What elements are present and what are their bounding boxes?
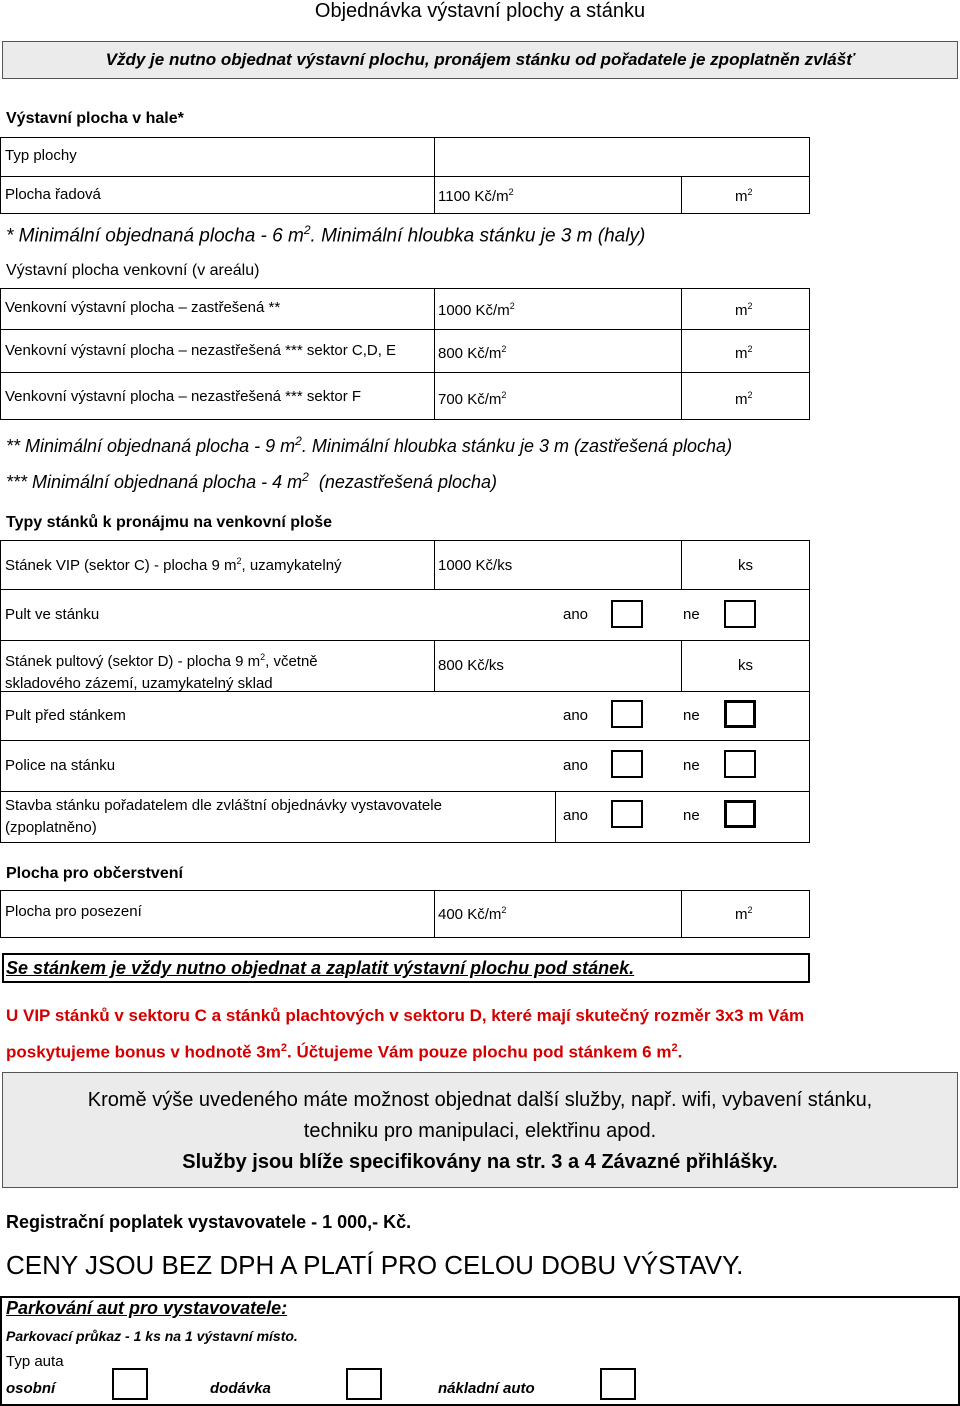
outdoor-row-label-2: Venkovní výstavní plocha – nezastřešená *** sektor C,D, E xyxy=(5,342,397,359)
vip-stand-unit: ks xyxy=(738,557,753,574)
additional-services-box xyxy=(2,1072,958,1188)
car-truck-checkbox[interactable] xyxy=(600,1368,636,1400)
page-title: Objednávka výstavní plochy a stánku xyxy=(314,0,646,22)
stands-heading: Typy stánků k pronájmu na venkovní ploše xyxy=(6,514,333,531)
hall-unit: m xyxy=(735,188,748,205)
car-option-personal: osobní xyxy=(6,1380,56,1397)
stavba-no-checkbox[interactable] xyxy=(724,800,756,828)
stavba-yes-checkbox[interactable] xyxy=(611,800,643,828)
pult-pred-yes-checkbox[interactable] xyxy=(611,700,643,728)
hall-type-input[interactable] xyxy=(434,137,810,177)
info-line-3: Služby jsou blíže specifikovány na str. 3 a 4 Závazné přihlášky. xyxy=(182,1151,778,1173)
outdoor-row-label-1: Venkovní výstavní plocha – zastřešená ** xyxy=(5,299,281,316)
parking-pass: Parkovací průkaz - 1 ks na 1 výstavní místo. xyxy=(6,1328,298,1344)
hall-note: * Minimální objednaná plocha - 6 $m^2$. Minimální hloubka stánku je 3 m (haly) xyxy=(6,223,646,247)
pult-pred-label: Pult před stánkem xyxy=(5,707,126,724)
car-type-label: Typ auta xyxy=(6,1353,64,1370)
registration-fee: Registrační poplatek vystavovatele - 1 000,- Kč. xyxy=(6,1212,412,1232)
hall-row-price: 1100 Kč/m xyxy=(438,188,509,205)
hall-heading: Výstavní plocha v hale* xyxy=(6,110,184,127)
requirement-banner: Vždy je nutno objednat výstavní plochu, pronájem stánku od pořadatele je zpoplatněn zvlášť xyxy=(2,41,958,79)
outdoor-note-2: *** Minimální objednaná plocha - 4 $m^2$ (nezastřešená plocha) xyxy=(6,470,497,492)
parking-heading: Parkování aut pro vystavovatele: xyxy=(6,1298,288,1318)
vip-stand-price: 1000 Kč/ks xyxy=(438,557,513,574)
vip-bonus-note: U VIP stánků v sektoru C a stánků plachtových v sektoru D, které mají skutečný rozměr 3x3 m Vám poskytujeme bonus v hodnotě $3m^2$. Účtujeme Vám pouze plochu pod stánkem 6 $m^2$. xyxy=(6,1006,805,1062)
outdoor-note-1: ** Minimální objednaná plocha - 9 $m^2$. Minimální hloubka stánku je 3 m (zastřešená plocha) xyxy=(6,434,733,456)
info-line-1: Kromě výše uvedeného máte možnost objednat další služby, např. wifi, vybavení stánku, xyxy=(87,1089,873,1111)
car-personal-checkbox[interactable] xyxy=(112,1368,148,1400)
pult-stand-label: Stánek pultový (sektor D) - plocha 9 $m^2$, včetně skladového zázemí, uzamykatelný sklad xyxy=(5,652,318,692)
police-label: Police na stánku xyxy=(5,757,116,774)
car-option-van: dodávka xyxy=(210,1380,271,1397)
refresh-heading: Plocha pro občerstvení xyxy=(6,865,183,882)
car-van-checkbox[interactable] xyxy=(346,1368,382,1400)
vip-stand-label: Stánek VIP (sektor C) - plocha 9 $m^2$, uzamykatelný xyxy=(5,556,342,574)
pult-stand-unit: ks xyxy=(738,657,753,674)
pult-ve-yes-checkbox[interactable] xyxy=(611,600,643,628)
info-line-2: techniku pro manipulaci, elektřinu apod. xyxy=(303,1120,657,1142)
pult-pred-no-checkbox[interactable] xyxy=(724,700,756,728)
pult-stand-price: 800 Kč/ks xyxy=(438,657,504,674)
hall-row-label: Plocha řadová xyxy=(5,186,101,203)
warning-text: Se stánkem je vždy nutno objednat a zaplatit výstavní plochu pod stánek. xyxy=(6,958,635,978)
stavba-label: Stavba stánku pořadatelem dle zvláštní objednávky vystavovatele (zpoplatněno) xyxy=(5,797,442,836)
outdoor-row-label-3: Venkovní výstavní plocha – nezastřešená *** sektor F xyxy=(5,388,362,405)
refresh-label: Plocha pro posezení xyxy=(5,903,142,920)
pult-ve-no-checkbox[interactable] xyxy=(724,600,756,628)
police-yes-checkbox[interactable] xyxy=(611,750,643,778)
police-no-checkbox[interactable] xyxy=(724,750,756,778)
hall-type-label: Typ plochy xyxy=(5,147,77,164)
prices-note: CENY JSOU BEZ DPH A PLATÍ PRO CELOU DOBU VÝSTAVY. xyxy=(6,1250,744,1280)
outdoor-heading: Výstavní plocha venkovní (v areálu) xyxy=(6,262,260,279)
car-option-truck: nákladní auto xyxy=(438,1380,535,1397)
pult-ve-label: Pult ve stánku xyxy=(5,606,100,623)
